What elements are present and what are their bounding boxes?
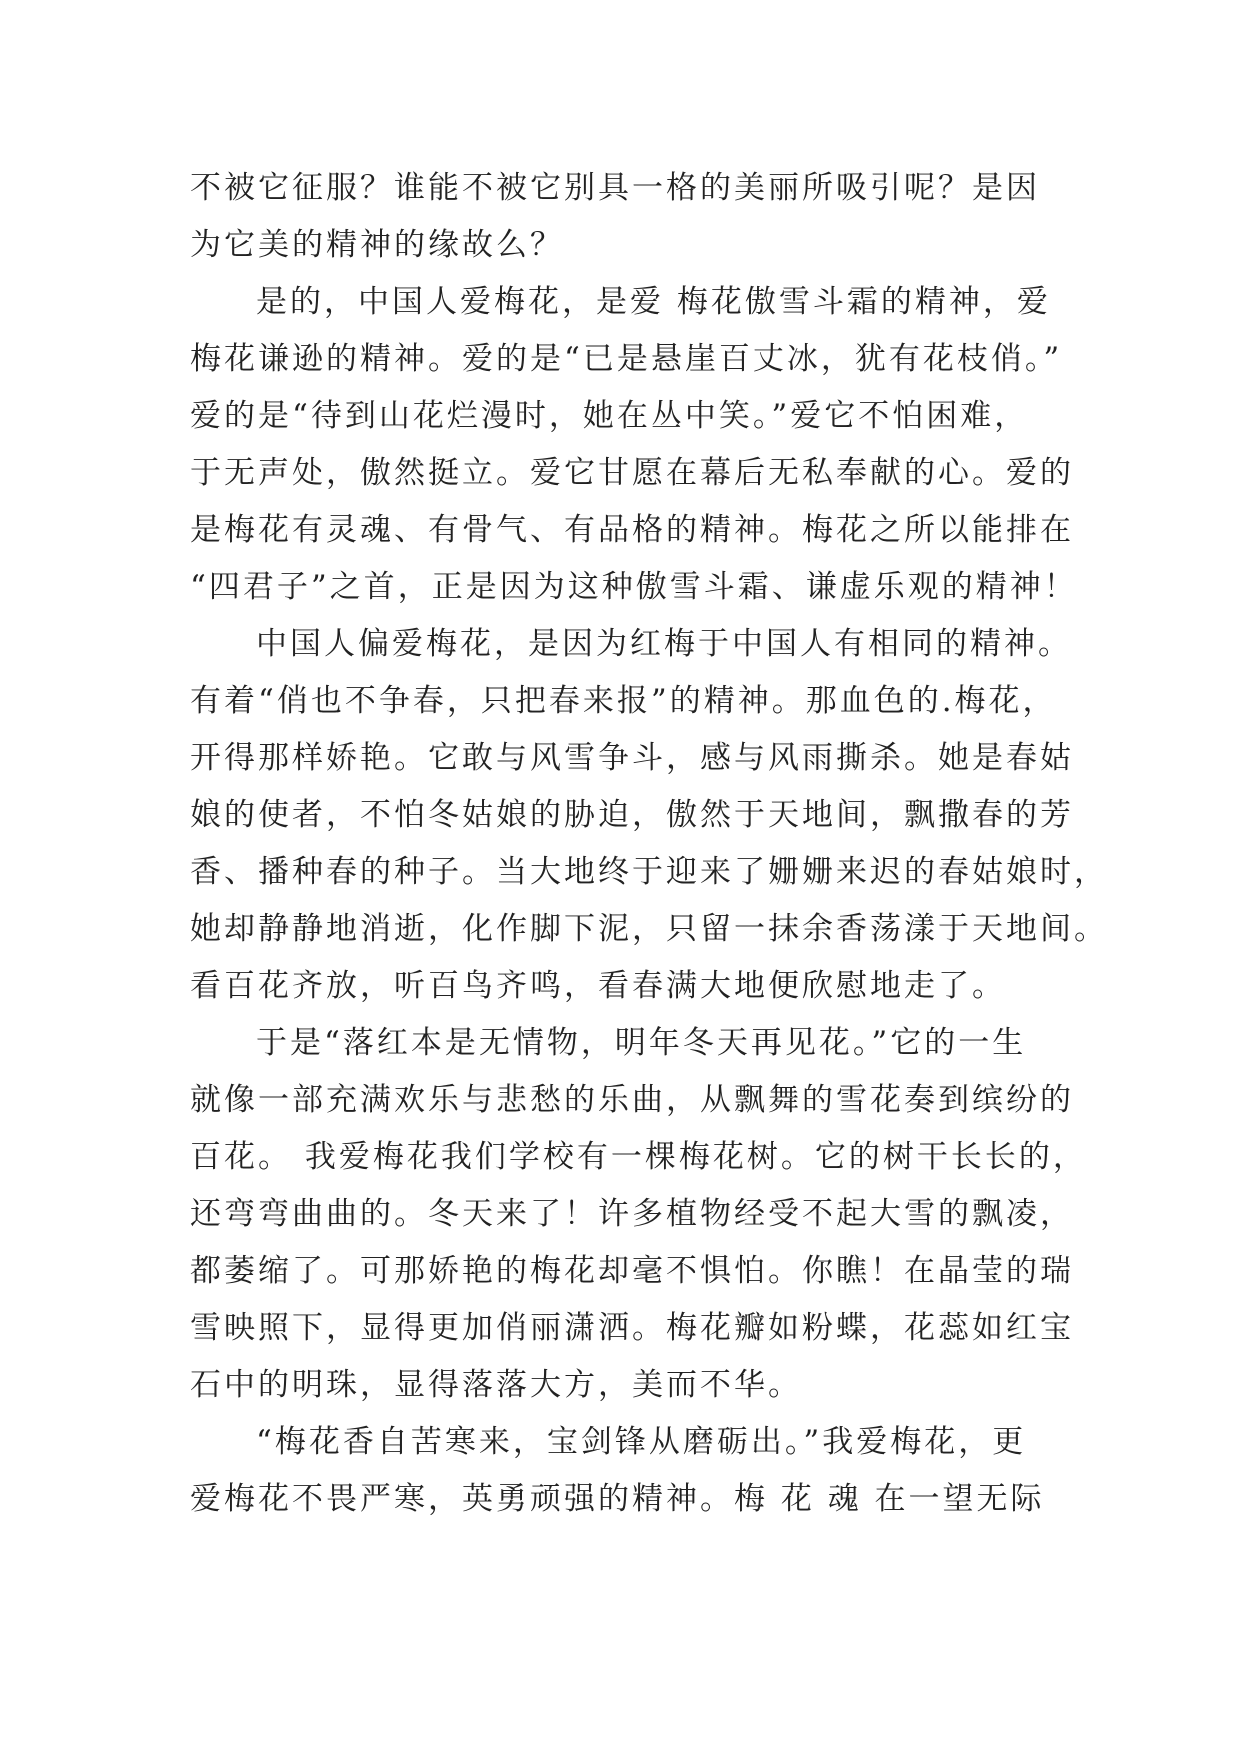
text-line: 百花。 我爱梅花我们学校有一棵梅花树。它的树干长长的， xyxy=(190,1139,1087,1175)
paragraph-start-line: 于是“落红本是无情物，明年冬天再见花。”它的一生 xyxy=(256,1025,1027,1061)
paragraph-start-line: 中国人偏爱梅花，是因为红梅于中国人有相同的精神。 xyxy=(256,626,1072,662)
text-line: 雪映照下，显得更加俏丽潇洒。梅花瓣如粉蝶，花蕊如红宝 xyxy=(190,1310,1074,1346)
text-line: 就像一部充满欢乐与悲愁的乐曲，从飘舞的雪花奏到缤纷的 xyxy=(190,1082,1074,1118)
text-line: 不被它征服？谁能不被它别具一格的美丽所吸引呢？是因 xyxy=(190,170,1040,206)
text-line: 石中的明珠，显得落落大方，美而不华。 xyxy=(190,1367,802,1403)
text-line: 梅花谦逊的精神。爱的是“已是悬崖百丈冰，犹有花枝俏。” xyxy=(190,341,1063,377)
text-line: 她却静静地消逝，化作脚下泥，只留一抹余香荡漾于天地间。 xyxy=(190,911,1108,947)
text-line: 香、播种春的种子。当大地终于迎来了姗姗来迟的春姑娘时， xyxy=(190,854,1108,890)
text-line: 都萎缩了。可那娇艳的梅花却毫不惧怕。你瞧！在晶莹的瑞 xyxy=(190,1253,1074,1289)
text-line: 是梅花有灵魂、有骨气、有品格的精神。梅花之所以能排在 xyxy=(190,512,1074,548)
text-line: 于无声处，傲然挺立。爱它甘愿在幕后无私奉献的心。爱的 xyxy=(190,455,1074,491)
text-line: 有着“俏也不争春，只把春来报”的精神。那血色的.梅花， xyxy=(190,683,1057,719)
paragraph-start-line: “梅花香自苦寒来，宝剑锋从磨砺出。”我爱梅花，更 xyxy=(256,1424,1027,1460)
text-line: 开得那样娇艳。它敢与风雪争斗，感与风雨撕杀。她是春姑 xyxy=(190,740,1074,776)
text-line: 为它美的精神的缘故么？ xyxy=(190,227,564,263)
paragraph-start-line: 是的，中国人爱梅花，是爱 梅花傲雪斗霜的精神，爱 xyxy=(256,284,1051,320)
body-text xyxy=(190,160,1108,1528)
text-line: 娘的使者，不怕冬姑娘的胁迫，傲然于天地间，飘撒春的芳 xyxy=(190,797,1074,833)
text-line: “四君子”之首，正是因为这种傲雪斗霜、谦虚乐观的精神！ xyxy=(190,569,1078,605)
text-line: 看百花齐放，听百鸟齐鸣，看春满大地便欣慰地走了。 xyxy=(190,968,1006,1004)
text-line: 还弯弯曲曲的。冬天来了！许多植物经受不起大雪的飘凌， xyxy=(190,1196,1074,1232)
text-line: 爱的是“待到山花烂漫时，她在丛中笑。”爱它不怕困难， xyxy=(190,398,1029,434)
text-line: 爱梅花不畏严寒，英勇顽强的精神。梅 花 魂 在一望无际 xyxy=(190,1481,1045,1517)
